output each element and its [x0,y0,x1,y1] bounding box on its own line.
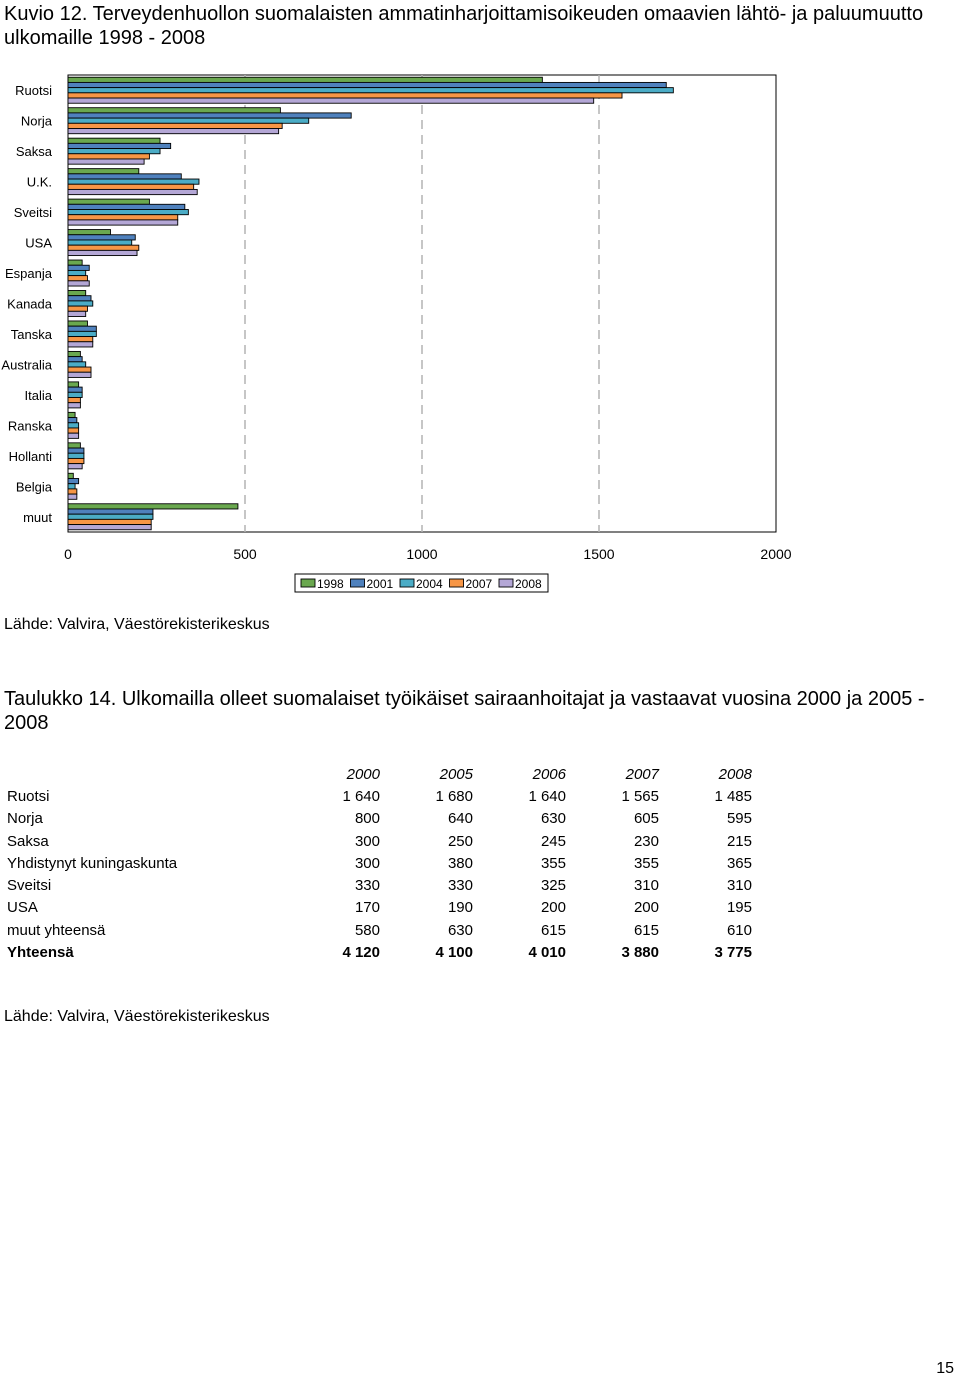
bar [68,428,79,433]
y-category-label: Australia [1,357,52,373]
bar [68,245,139,250]
bar [68,159,144,164]
bar [68,458,84,463]
bar [68,301,93,306]
row-label: Ruotsi [7,787,50,805]
table-cell: 630 [447,921,473,939]
bar [68,77,542,82]
bar [68,270,86,275]
table-total-row [0,941,752,963]
bar-chart [0,62,960,602]
legend-swatch [400,579,414,587]
table-cell: 595 [726,810,752,828]
bar [68,311,86,316]
total-cell: 3 880 [621,944,659,962]
row-label: muut yhteensä [7,921,106,939]
table-row [0,808,752,830]
bar [68,199,149,204]
bar [68,489,77,494]
table-cell: 355 [633,854,659,872]
bar [68,423,79,428]
bar [68,240,132,245]
bar [68,306,87,311]
bar [68,418,77,423]
bar [68,443,80,448]
table-title: Taulukko 14. Ulkomailla olleet suomalaiset työikäiset sairaanhoitajat ja vastaavat vuosina 2000 ja 2005 - 2008 [4,688,925,734]
total-label: Yhteensä [7,944,74,962]
bar [68,321,87,326]
column-header: 2005 [439,765,473,783]
column-header: 2000 [346,765,380,783]
bar [68,98,594,103]
table-cell: 170 [354,899,380,917]
bar [68,362,86,367]
bar [68,149,160,154]
table-corner [0,763,287,785]
table-row [0,897,752,919]
y-category-label: Belgia [15,479,52,495]
y-category-label: muut [23,509,52,525]
bar [68,88,673,93]
bar [68,453,84,458]
chart-source-note: Lähde: Valvira, Väestörekisterikeskus [4,616,270,633]
bar [68,514,153,519]
y-category-label: Kanada [7,296,52,312]
bar [68,276,87,281]
column-header: 2008 [718,765,752,783]
table-cell: 245 [540,832,566,850]
bar [68,403,80,408]
bar [68,392,82,397]
row-label: Sveitsi [7,877,52,895]
table-row [0,874,752,896]
legend-swatch [499,579,513,587]
y-category-label: Saksa [15,144,52,160]
x-tick-label: 0 [64,546,72,562]
figure-title: Kuvio 12. Terveydenhuollon suomalaisten ammatinharjoittamisoikeuden omaavien lähtö- ja paluumuutto ulkomaille 1998 - 2008 [4,3,924,49]
bar [68,433,79,438]
table-source-note: Lähde: Valvira, Väestörekisterikeskus [4,1008,270,1025]
table-cell: 640 [447,810,473,828]
x-tick-label: 1500 [583,546,615,562]
bar [68,210,188,215]
y-category-label: Tanska [10,326,52,342]
table-cell: 200 [540,899,566,917]
bar [68,504,238,509]
bar [68,204,185,209]
table-cell: 310 [726,877,752,895]
bar [68,189,197,194]
total-cell: 3 775 [714,944,752,962]
bar [68,342,93,347]
x-tick-label: 500 [233,546,257,562]
table-cell: 355 [540,854,566,872]
bar [68,169,139,174]
table-cell: 190 [447,899,473,917]
legend-swatch [351,579,365,587]
bar [68,154,149,159]
bar [68,509,153,514]
table-cell: 250 [447,832,473,850]
table-cell: 605 [633,810,659,828]
bar [68,82,666,87]
bar [68,382,79,387]
table-cell: 615 [633,921,659,939]
table-cell: 300 [354,854,380,872]
bar [68,123,282,128]
legend-swatch [301,579,315,587]
table-row [0,830,752,852]
bar [68,326,96,331]
y-category-label: USA [25,235,52,251]
table-cell: 1 640 [342,787,380,805]
bar [68,412,75,417]
bar [68,291,86,296]
bar [68,265,89,270]
table-cell: 330 [354,877,380,895]
bar [68,331,96,336]
y-category-label: Sveitsi [13,205,52,221]
bar [68,479,79,484]
y-category-label: Italia [24,387,52,403]
table-cell: 230 [633,832,659,850]
x-tick-label: 2000 [760,546,792,562]
table-cell: 580 [354,921,380,939]
table-cell: 325 [540,877,566,895]
table-cell: 300 [354,832,380,850]
bar [68,174,181,179]
column-header: 2006 [532,765,566,783]
bar [68,260,82,265]
table-cell: 380 [447,854,473,872]
bar [68,143,171,148]
table-header-row [0,763,752,785]
y-category-label: U.K. [26,174,52,190]
table-cell: 800 [354,810,380,828]
legend-label: 2007 [465,577,493,591]
row-label: Yhdistynyt kuningaskunta [7,854,178,872]
bar [68,351,80,356]
bar [68,367,91,372]
y-category-label: Espanja [5,266,52,282]
table-cell: 330 [447,877,473,895]
legend-label: 2004 [416,577,443,591]
y-category-label: Ranska [7,418,52,434]
table-cell: 310 [633,877,659,895]
bar [68,372,91,377]
bar [68,519,151,524]
bar [68,337,93,342]
table-cell: 1 485 [714,787,752,805]
data-table [0,763,752,964]
column-header: 2007 [625,765,659,783]
table-row [0,852,752,874]
table-cell: 610 [726,921,752,939]
bar [68,93,622,98]
total-cell: 4 100 [435,944,473,962]
table-cell: 365 [726,854,752,872]
row-label: Saksa [7,832,49,850]
page-number: 15 [936,1360,954,1377]
bar [68,473,73,478]
bar [68,296,91,301]
bar [68,184,194,189]
bar [68,179,199,184]
bar [68,484,75,489]
bar [68,398,80,403]
bar [68,250,137,255]
table-cell: 1 565 [621,787,659,805]
bar [68,235,135,240]
legend-label: 1998 [317,577,344,591]
table-cell: 215 [726,832,752,850]
table-cell: 1 640 [528,787,566,805]
bar [68,494,77,499]
bar [68,118,309,123]
y-category-label: Hollanti [8,448,52,464]
bar [68,525,151,530]
x-tick-label: 1000 [406,546,438,562]
legend-label: 2008 [515,577,542,591]
bar [68,108,280,113]
table-cell: 1 680 [435,787,473,805]
bar [68,230,110,235]
bar [68,448,84,453]
bar [68,281,89,286]
y-category-label: Ruotsi [15,83,52,99]
total-cell: 4 120 [342,944,380,962]
row-label: Norja [7,810,43,828]
total-cell: 4 010 [528,944,566,962]
legend-label: 2001 [366,577,394,591]
row-label: USA [7,899,38,917]
bar [68,357,82,362]
table-row [0,919,752,941]
table-row [0,785,752,807]
table-cell: 615 [540,921,566,939]
bar [68,464,82,469]
bar [68,215,178,220]
bar [68,113,351,118]
bar [68,138,160,143]
table-cell: 200 [633,899,659,917]
y-category-label: Norja [20,113,52,129]
bar [68,387,82,392]
legend-swatch [450,579,464,587]
bar [68,220,178,225]
bar [68,129,279,134]
table-cell: 195 [726,899,752,917]
table-cell: 630 [540,810,566,828]
